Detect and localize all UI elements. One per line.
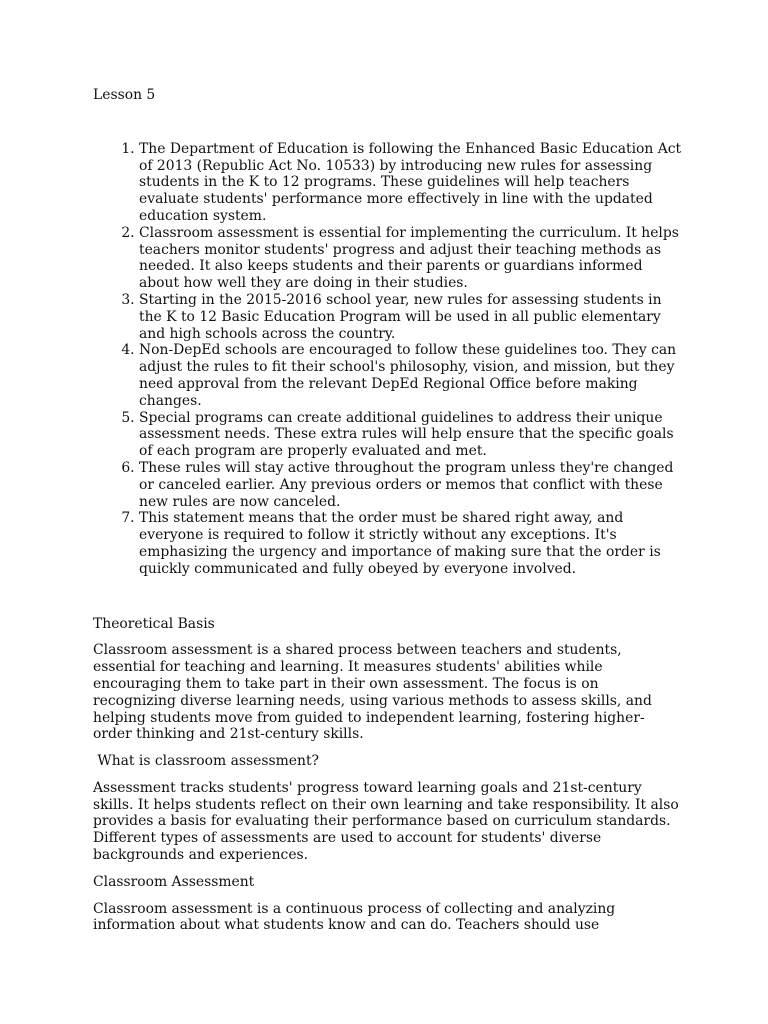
- list-item: 2. Classroom assessment is essential for implementing the curriculum. It helps teachers monitor students' progress and adjust their teaching methods as needed. It also keeps students and their parents or guardians informed about how well they are doing in their studies.: [139, 225, 683, 292]
- list-item: 5. Special programs can create additional guidelines to address their unique assessment needs. These extra rules will help ensure that the specific goals of each program are properly evaluated and met.: [139, 410, 683, 460]
- document-page: [93, 87, 683, 944]
- list-item: 7. This statement means that the order must be shared right away, and everyone is required to follow it strictly without any exceptions. It's emphasizing the urgency and importance of making sure that the order is quickly communicated and fully obeyed by everyone involved.: [139, 510, 683, 577]
- numbered-list: [93, 141, 683, 578]
- list-item: 3. Starting in the 2015-2016 school year, new rules for assessing students in the K to 12 Basic Education Program will be used in all public elementary and high schools across the country.: [139, 292, 683, 342]
- list-item: 1. The Department of Education is following the Enhanced Basic Education Act of 2013 (Republic Act No. 10533) by introducing new rules for assessing students in the K to 12 programs. These guidelines will help teachers evaluate students' performance more effectively in line with the updated education system.: [139, 141, 683, 225]
- question-paragraph: Assessment tracks students' progress toward learning goals and 21st-century skills. It helps students reflect on their own learning and take responsibility. It also provides a basis for evaluating their performance based on curriculum standards. Different types of assessments are used to account for students' diverse backgrounds and experiences.: [93, 779, 679, 864]
- theoretical-basis-paragraph: Classroom assessment is a shared process between teachers and students, essential for teaching and learning. It measures students' abilities while encouraging them to take part in their own assessment. The focus is on recognizing diverse learning needs, using various methods to assess skills, and helping students move from guided to independent learning, fostering higher-order thinking and 21st-century skills.: [93, 642, 652, 743]
- classroom-assessment-paragraph: Classroom assessment is a continuous process of collecting and analyzing information about what students know and can do. Teachers should use: [93, 900, 616, 934]
- list-item: 6. These rules will stay active throughout the program unless they're changed or canceled earlier. Any previous orders or memos that conflict with these new rules are now canceled.: [139, 460, 683, 510]
- list-item: 4. Non-DepEd schools are encouraged to follow these guidelines too. They can adjust the rules to fit their school's philosophy, vision, and mission, but they need approval from the relevant DepEd Regional Office before making changes.: [139, 342, 683, 409]
- lesson-title: Lesson 5: [93, 87, 156, 103]
- question-heading: What is classroom assessment?: [93, 753, 320, 770]
- theoretical-basis-heading: Theoretical Basis: [93, 615, 215, 632]
- classroom-assessment-heading: Classroom Assessment: [93, 873, 255, 890]
